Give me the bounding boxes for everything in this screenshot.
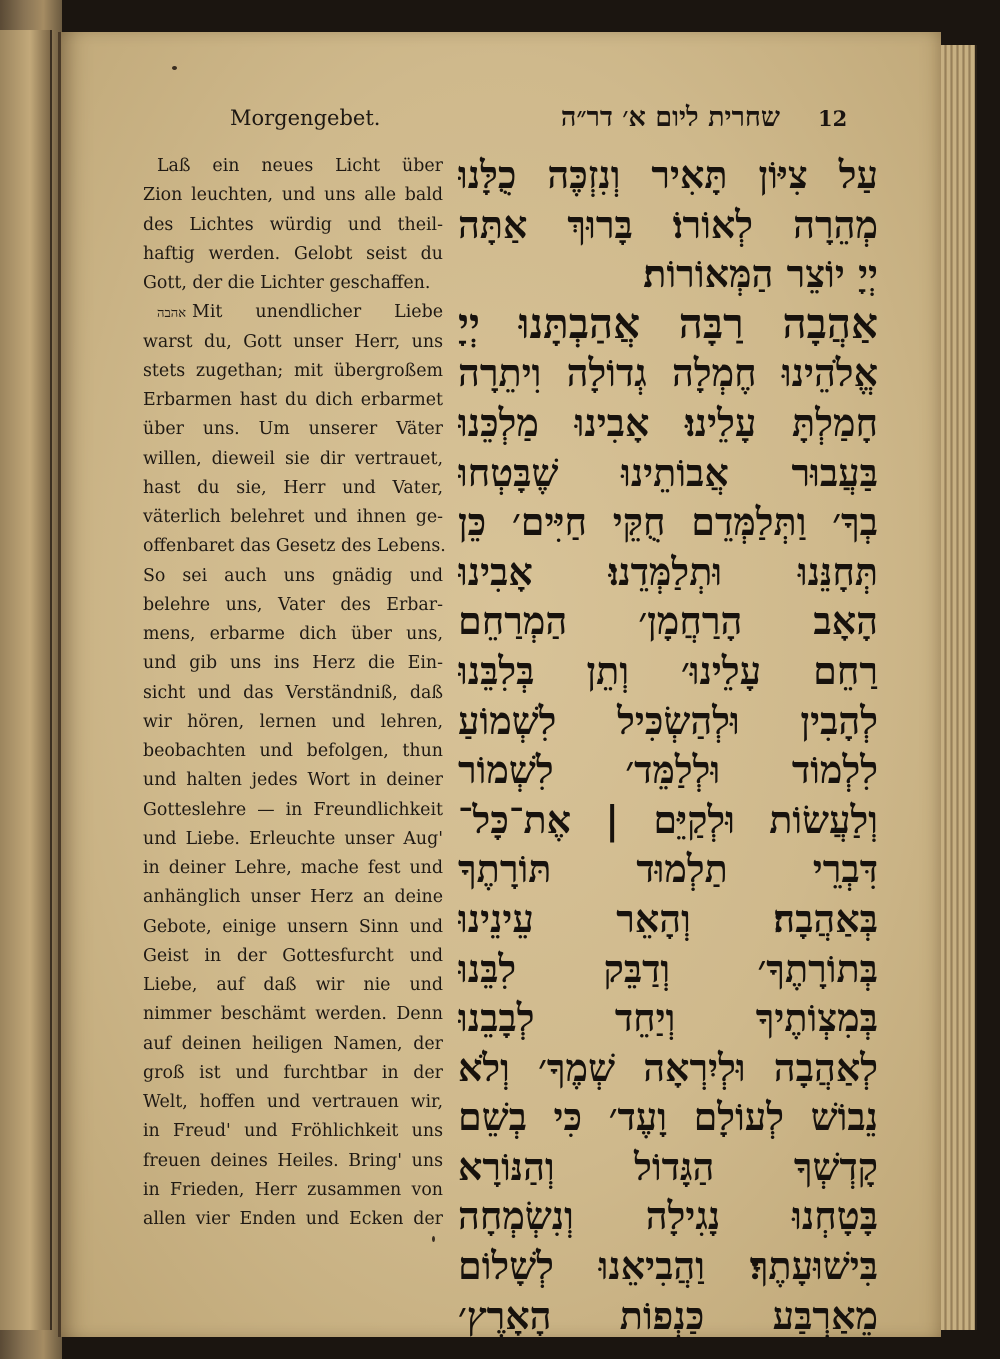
german-translation-column [143, 152, 446, 1237]
german-line: über uns. Um unserer Väter [143, 419, 443, 440]
hebrew-line: בְּתוֹרָתֶךָ׳ וְדַבֵּק לִבֵּנוּ [458, 945, 878, 991]
german-line: nimmer beschämt werden. Denn [143, 1004, 443, 1025]
german-line: haftig werden. Gelobt seist du [143, 243, 443, 264]
german-line: sicht und das Verständniß, daß [143, 682, 443, 703]
hebrew-line: לְאַהֲבָה וּלְיִרְאָה שְׁמֶךָ׳ וְלֹא [458, 1044, 878, 1090]
hebrew-line: מְהֵרָה לְאוֹרוֹ׃ בָּרוּךְ אַתָּה [458, 201, 878, 247]
german-line: offenbaret das Gesetz des Lebens. [143, 536, 446, 557]
hebrew-line: עַל צִיּוֹן תָּאִיר וְנִזְכֶּה כֻלָּנוּ [458, 152, 878, 197]
hebrew-line: בְּמִצְוֹתֶיךָ וְיַחֵד לְבָבֵנוּ [458, 995, 878, 1041]
german-line: hast du sie, Herr und Vater, [143, 477, 443, 498]
hebrew-line: אַהֲבָה רַבָּה אֲהַבְתָּנוּ יְיָ [458, 298, 878, 348]
german-line: des Lichtes würdig und theil- [143, 214, 443, 235]
german-line: Welt, hoffen und vertrauen wir, [143, 1092, 443, 1112]
german-line: und gib uns ins Herz die Ein- [143, 653, 443, 674]
german-line: belehre uns, Vater des Erbar- [143, 594, 443, 615]
hebrew-line: חָמַלְתָּ עָלֵינוּ׃ אָבִינוּ מַלְכֵּנוּ [458, 399, 878, 445]
hebrew-line: הָאָב הָרַחֲמָן׳ הַמְרַחֵם [458, 598, 878, 644]
hebrew-line: בְךָ׳ וַתְּלַמְּדֵם חֻקֵּי חַיִּים׳ כֵּן [458, 499, 878, 545]
hebrew-margin-note: אהבה [157, 306, 187, 322]
hebrew-line: רַחֵם עָלֵינוּ׳ וְתֵן בְּלִבֵּנוּ [458, 647, 878, 693]
german-line: Zion leuchten, und uns alle bald [143, 185, 443, 206]
hebrew-line: קָדְשְׁךָ הַגָּדוֹל וְהַנּוֹרָא [458, 1143, 878, 1189]
hebrew-line: אֱלֹהֵינוּ חֶמְלָה גְדוֹלָה וִיתֵרָה [458, 350, 878, 396]
german-line: Laß ein neues Licht über [157, 156, 443, 176]
page-number: 12 [818, 106, 848, 131]
german-line: beobachten und befolgen, thun [143, 741, 443, 761]
hebrew-line: נֵבוֹשׁ לְעוֹלָם וָעֶד׳ כִּי בְשֵׁם [458, 1094, 878, 1140]
hebrew-line: יְיָ יוֹצֵר הַמְּאוֹרוֹת׃ [643, 251, 878, 297]
previous-page-edge [0, 30, 52, 1330]
german-line: und halten jedes Wort in deiner [143, 770, 443, 791]
german-line: freuen deines Heiles. Bring' uns [143, 1150, 443, 1171]
german-line: Gott, der die Lichter geschaffen. [143, 273, 431, 293]
german-line: in Freud' und Fröhlichkeit uns [143, 1121, 443, 1142]
german-line: auf deinen heiligen Namen, der [143, 1033, 443, 1054]
german-line: mens, erbarme dich über uns, [143, 624, 443, 644]
hebrew-line: בִּישׁוּעָתֶךָ׃ וַהֲבִיאֵנוּ לְשָׁלוֹם [458, 1243, 878, 1289]
german-line: stets zugethan; mit übergroßem [143, 360, 443, 381]
german-line-text: Mit unendlicher Liebe [192, 302, 443, 323]
german-line: in deiner Lehre, mache fest und [143, 858, 443, 878]
german-line: willen, dieweil sie dir vertrauet, [143, 448, 443, 469]
german-line: anhänglich unser Herz an deine [143, 887, 443, 908]
hebrew-line: דִּבְרֵי תַלְמוּד תּוֹרָתֶךָ [458, 846, 878, 892]
german-line-with-margin-note [143, 298, 443, 327]
german-line: Geist in der Gottesfurcht und [143, 945, 443, 966]
hebrew-line: בְּאַהֲבָה׃ וְהָאֵר עֵינֵינוּ [458, 895, 878, 941]
german-line: warst du, Gott unser Herr, uns [143, 331, 443, 352]
german-line: allen vier Enden und Ecken der [143, 1209, 443, 1229]
hebrew-line: תְּחָנֵּנוּ וּתְלַמְּדֵנוּ׃ אָבִינוּ [458, 548, 878, 594]
german-line: So sei auch uns gnädig und [143, 565, 443, 586]
german-line: Liebe, auf daß wir nie und [143, 975, 443, 995]
page-stack-edge [935, 45, 977, 1330]
german-line: väterlich belehret und ihnen ge- [143, 507, 443, 527]
german-line: in Frieden, Herr zusammen von [143, 1179, 443, 1200]
german-line: Gebote, einige unsern Sinn und [143, 916, 443, 937]
german-line: Erbarmen hast du dich erbarmet [143, 390, 443, 410]
hebrew-line: בַּעֲבוּר אֲבוֹתֵינוּ שֶׁבָּטְחוּ [458, 449, 878, 495]
german-line: wir hören, lernen und lehren, [143, 711, 443, 732]
running-header-german: Morgengebet. [230, 106, 381, 130]
paper-speck [172, 66, 177, 70]
hebrew-line: לִלְמוֹד וּלְלַמֵּד׳ לִשְׁמוֹר [458, 747, 878, 793]
german-line: groß ist und furchtbar in der [143, 1062, 443, 1083]
hebrew-line: מֵאַרְבַּע כַּנְפוֹת הָאָרֶץ׳ [458, 1292, 878, 1338]
hebrew-line: לְהָבִין וּלְהַשְׂכִּיל לִשְׁמוֹעַ [458, 697, 878, 743]
paper-speck [432, 1236, 435, 1242]
hebrew-line: וְלַעֲשׂוֹת וּלְקַיֵּם | אֶת־כָּל־ [458, 796, 878, 842]
german-line: Gotteslehre — in Freundlichkeit [143, 799, 443, 820]
hebrew-prayer-column [458, 150, 878, 1338]
german-line: und Liebe. Erleuchte unser Aug' [143, 828, 443, 849]
hebrew-line: בָּטָחְנוּ נָגִילָה וְנִשְׂמְחָה [458, 1193, 878, 1239]
running-header-hebrew: שחרית ליום א׳ דר״ה [560, 102, 780, 133]
